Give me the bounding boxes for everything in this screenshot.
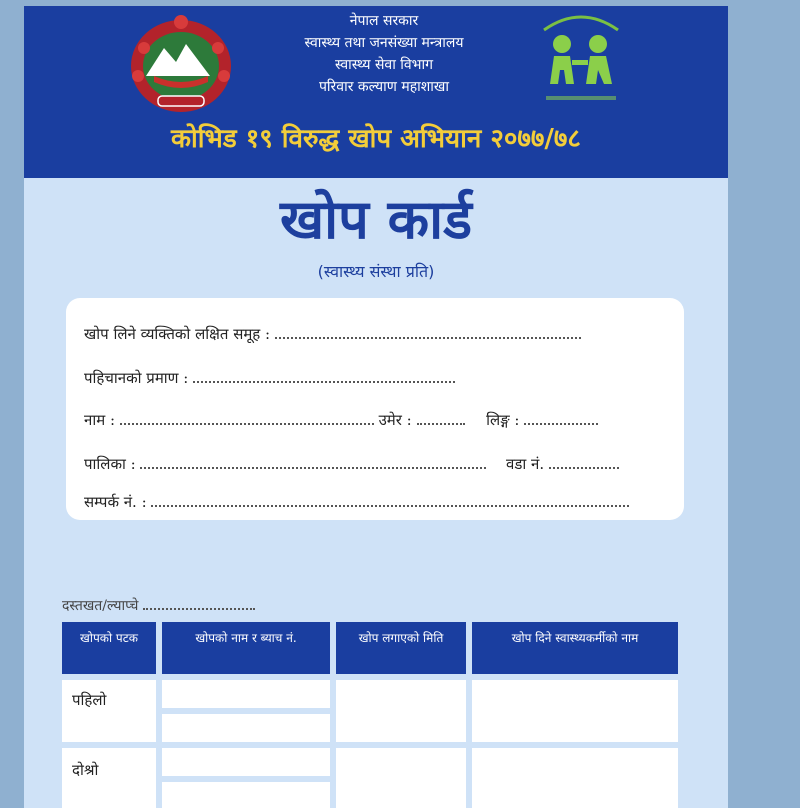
header-line-department: स्वास्थ्य सेवा विभाग (334, 57, 434, 73)
header-date: खोप लगाएको मिति (336, 622, 466, 674)
date-cell[interactable] (336, 680, 466, 742)
vaccination-table (62, 622, 678, 808)
health-worker-cell[interactable] (472, 680, 678, 742)
vaccine-name-cell[interactable] (162, 748, 330, 776)
municipality-label: पालिका : (84, 455, 136, 473)
name-label: नाम : (84, 411, 116, 429)
contact-label: सम्पर्क नं. : (84, 493, 147, 511)
signature-row (62, 596, 255, 615)
municipality-field[interactable] (140, 455, 486, 469)
age-field[interactable] (417, 411, 465, 425)
form-row-municipality (84, 454, 619, 474)
form-row-contact (84, 492, 629, 512)
header-dose: खोपको पटक (62, 622, 156, 674)
ward-field[interactable] (549, 455, 619, 469)
table-row (62, 680, 156, 742)
header-line-division: परिवार कल्याण महाशाखा (318, 79, 449, 95)
age-label: उमेर : (378, 411, 412, 429)
nepal-emblem-icon (124, 10, 238, 116)
health-worker-cell[interactable] (472, 748, 678, 808)
table-row (62, 748, 156, 808)
vaccine-card (24, 6, 728, 808)
form-row-target-group (84, 324, 581, 344)
target-group-label: खोप लिने व्यक्तिको लक्षित समूह : (84, 325, 271, 343)
dose-second-label: दोश्रो (72, 761, 99, 779)
dose-first-label: पहिलो (72, 691, 107, 709)
contact-field[interactable] (151, 493, 629, 507)
header-vaccine-batch: खोपको नाम र ब्याच नं. (162, 622, 330, 674)
id-proof-label: पहिचानको प्रमाण : (84, 369, 189, 387)
header-band (24, 6, 728, 178)
government-header (254, 10, 514, 98)
campaign-title: कोभिड १९ विरुद्ध खोप अभियान २०७७/७८ (171, 124, 581, 154)
name-field[interactable] (120, 411, 374, 425)
card-title: खोप कार्ड (280, 188, 472, 251)
sex-label: लिङ्ग : (486, 411, 520, 429)
form-row-id-proof (84, 368, 455, 388)
sex-field[interactable] (524, 411, 598, 425)
header-line-ministry: स्वास्थ्य तथा जनसंख्या मन्त्रालय (304, 35, 464, 51)
header-health-worker: खोप दिने स्वास्थ्यकर्मीको नाम (472, 622, 678, 674)
personal-info-form (66, 298, 684, 520)
header-line-government: नेपाल सरकार (349, 13, 419, 29)
vaccine-name-cell[interactable] (162, 680, 330, 708)
id-proof-field[interactable] (193, 369, 455, 383)
signature-field[interactable] (143, 596, 255, 610)
card-subtitle: (स्वास्थ्य संस्था प्रति) (317, 262, 435, 281)
ward-label: वडा नं. (506, 455, 545, 473)
target-group-field[interactable] (275, 325, 581, 339)
form-row-name (84, 410, 598, 430)
children-logo-icon (536, 10, 626, 110)
batch-number-cell[interactable] (162, 714, 330, 742)
batch-number-cell[interactable] (162, 782, 330, 808)
signature-label: दस्तखत/ल्याप्चे (62, 598, 139, 614)
date-cell[interactable] (336, 748, 466, 808)
